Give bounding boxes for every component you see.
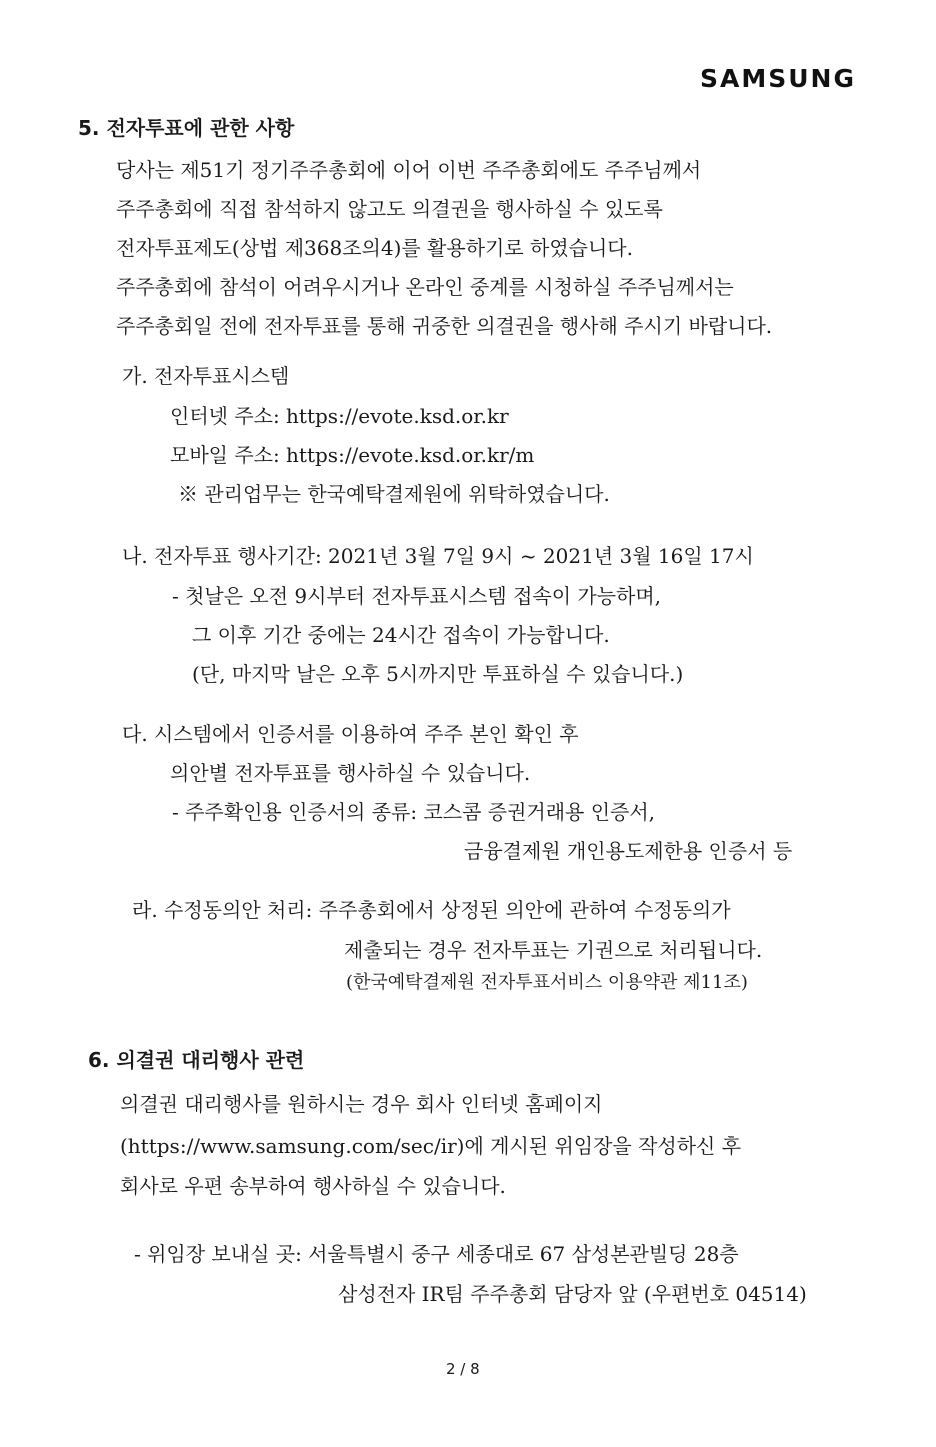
na-line: (단, 마지막 날은 오후 5시까지만 투표하실 수 있습니다.) xyxy=(192,662,684,686)
na-title: 나. 전자투표 행사기간: 2021년 3월 7일 9시 ~ 2021년 3월 16일 17시 xyxy=(122,544,754,568)
samsung-logo: SAMSUNG xyxy=(700,64,856,93)
da-cert-line: 금융결제원 개인용도제한용 인증서 등 xyxy=(464,839,793,863)
ra-note: (한국예탁결제원 전자투표서비스 이용약관 제11조) xyxy=(346,972,748,993)
section5-intro-line: 당사는 제51기 정기주주총회에 이어 이번 주주총회에도 주주님께서 xyxy=(116,158,702,182)
section6-line: 회사로 우편 송부하여 행사하실 수 있습니다. xyxy=(120,1174,506,1198)
section5-intro-line: 주주총회에 참석이 어려우시거나 온라인 중계를 시청하실 주주님께서는 xyxy=(116,275,734,299)
da-line: 의안별 전자투표를 행사하실 수 있습니다. xyxy=(170,761,531,785)
section5-intro-line: 주주총회에 직접 참석하지 않고도 의결권을 행사하실 수 있도록 xyxy=(116,197,663,221)
na-line: - 첫날은 오전 9시부터 전자투표시스템 접속이 가능하며, xyxy=(172,584,662,608)
page-number: 2 / 8 xyxy=(446,1360,480,1378)
section5-intro-line: 전자투표제도(상법 제368조의4)를 활용하기로 하였습니다. xyxy=(116,236,633,260)
section6-title: 6. 의결권 대리행사 관련 xyxy=(88,1048,305,1072)
section6-line: (https://www.samsung.com/sec/ir)에 게시된 위임장을 작성하신 후 xyxy=(120,1134,742,1158)
section6-line: 의결권 대리행사를 원하시는 경우 회사 인터넷 홈페이지 xyxy=(120,1092,603,1116)
section5-intro-line: 주주총회일 전에 전자투표를 통해 귀중한 의결권을 행사해 주시기 바랍니다. xyxy=(116,314,773,338)
na-line: 그 이후 기간 중에는 24시간 접속이 가능합니다. xyxy=(192,623,610,647)
ga-internet-address: 인터넷 주소: https://evote.ksd.or.kr xyxy=(170,404,509,428)
proxy-address-line: - 위임장 보내실 곳: 서울특별시 중구 세종대로 67 삼성본관빌딩 28층 xyxy=(134,1242,739,1266)
ga-title: 가. 전자투표시스템 xyxy=(122,364,290,388)
section5-title: 5. 전자투표에 관한 사항 xyxy=(78,116,295,140)
ra-title: 라. 수정동의안 처리: 주주총회에서 상정된 의안에 관하여 수정동의가 xyxy=(132,898,731,922)
da-cert-line: - 주주확인용 인증서의 종류: 코스콤 증권거래용 인증서, xyxy=(172,800,656,824)
da-title: 다. 시스템에서 인증서를 이용하여 주주 본인 확인 후 xyxy=(122,722,579,746)
ra-line: 제출되는 경우 전자투표는 기권으로 처리됩니다. xyxy=(344,938,763,962)
ga-mobile-address: 모바일 주소: https://evote.ksd.or.kr/m xyxy=(170,443,535,467)
ga-note: ※ 관리업무는 한국예탁결제원에 위탁하였습니다. xyxy=(178,482,610,506)
proxy-address-line: 삼성전자 IR팀 주주총회 담당자 앞 (우편번호 04514) xyxy=(338,1282,807,1306)
